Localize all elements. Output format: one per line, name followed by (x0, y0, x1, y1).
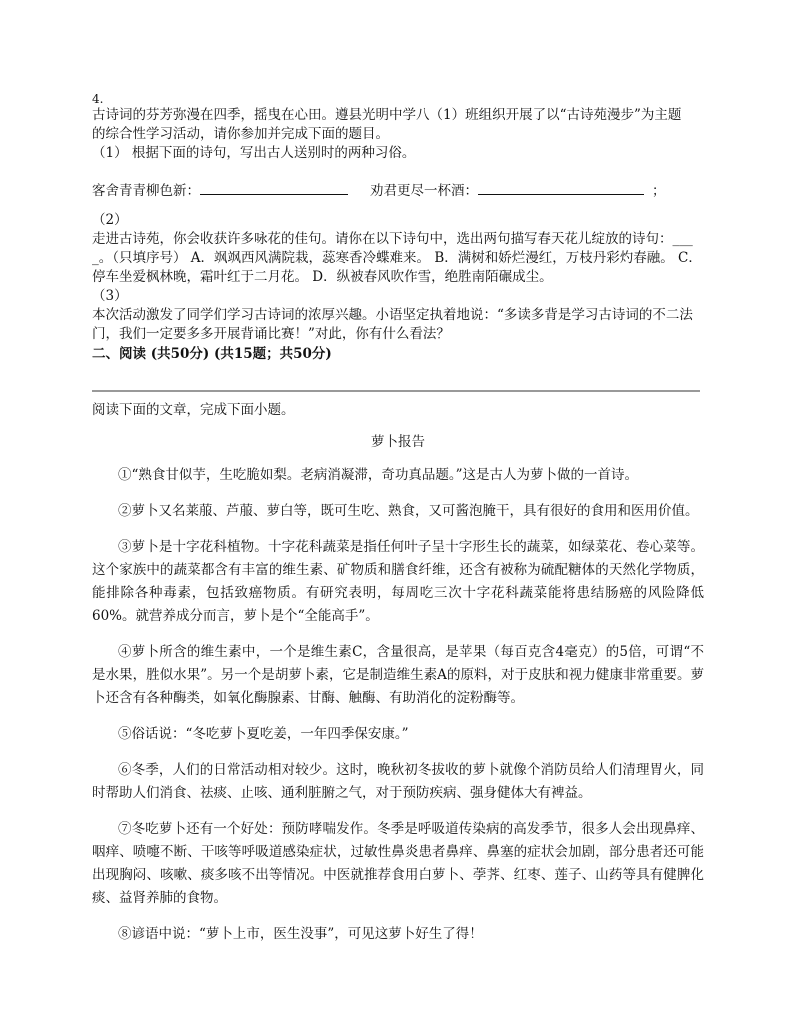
part3-label: （3） (92, 288, 128, 304)
poem-line-a: 客舍青青柳色新： (92, 183, 200, 199)
question-intro-line-1: 古诗词的芬芳弥漫在四季，摇曳在心田。遵县光明中学八（1）班组织开展了以“古诗苑漫步”为主题 (92, 107, 682, 123)
question-4 (92, 92, 704, 364)
answer-blank-a[interactable] (200, 179, 348, 195)
answer-blank-b[interactable] (478, 179, 644, 195)
question-number: 4. (92, 92, 104, 106)
part1-answer-row (92, 179, 704, 201)
part1-prompt: （1） 根据下面的诗句，写出古人送别时的两种习俗。 (92, 145, 416, 161)
end-semicolon: ； (652, 183, 666, 199)
section-2-title: 二、阅读 (共50分) (共15题；共50分) (92, 346, 332, 362)
part3-line-2: 门，我们一定要多多开展背诵比赛！”对此，你有什么看法？ (92, 326, 450, 342)
paragraph-5: ⑤俗话说：“冬吃萝卜夏吃姜，一年四季保安康。” (118, 726, 409, 742)
section-divider (92, 390, 700, 392)
reading-passage (92, 401, 704, 959)
paragraph-2: ②萝卜又名莱菔、芦菔、萝白等，既可生吃、熟食，又可酱泡腌干，具有很好的食用和医用价值。 (118, 503, 699, 519)
reading-instruction: 阅读下面的文章，完成下面小题。 (92, 402, 295, 418)
part2-label: （2） (92, 212, 128, 228)
part3-line-1: 本次活动激发了同学们学习古诗词的浓厚兴趣。小语坚定执着地说：“多读多背是学习古诗词的不二法 (92, 307, 693, 323)
question-intro-line-2: 的综合性学习活动，请你参加并完成下面的题目。 (92, 126, 389, 142)
paragraph-4: ④萝卜所含的维生素中，一个是维生素C，含量很高，是苹果（每百克含4毫克）的5倍，可谓“不是水果，胜似水果”。另一个是胡萝卜素，它是制造维生素A的原料，对于皮肤和视力健康非常重要。萝卜还含有各种酶类，如氧化酶腺素、甘酶、触酶、有助消化的淀粉酶等。 (92, 644, 704, 706)
paragraph-7: ⑦冬吃萝卜还有一个好处：预防哮喘发作。冬季是呼吸道传染病的高发季节，很多人会出现鼻痒、咽痒、喷嚏不断、干咳等呼吸道感染症状，过敏性鼻炎患者鼻痒、鼻塞的症状会加剧，部分患者还可能出现胸闷、咳嗽、痰多咳不出等情况。中医就推荐食用白萝卜、荸荠、红枣、莲子、山药等具有健脾化痰、益肾养肺的食物。 (92, 821, 704, 906)
part2-line-3: 停车坐爱枫林晚，霜叶红于二月花。 D．纵被春风吹作雪，绝胜南陌碾成尘。 (92, 269, 553, 285)
paragraph-3: ③萝卜是十字花科植物。十字花科蔬菜是指任何叶子呈十字形生长的蔬菜，如绿菜花、卷心菜等。这个家族中的蔬菜都含有丰富的维生素、矿物质和膳食纤维，还含有被称为硫配糖体的天然化学物质，能排除各种毒素，包括致癌物质。有研究表明，每周吃三次十字花科蔬菜能将患结肠癌的风险降低60%。就营养成分而言，萝卜是个“全能高手”。 (92, 539, 704, 624)
part2-line-1: 走进古诗苑，你会收获许多咏花的佳句。请你在以下诗句中，选出两句描写春天花儿绽放的诗句：___ (92, 231, 693, 247)
paragraph-6: ⑥冬季，人们的日常活动相对较少。这时，晚秋初冬拔收的萝卜就像个消防员给人们清理胃火，同时帮助人们消食、祛痰、止咳、通利脏腑之气，对于预防疾病、强身健体大有裨益。 (92, 762, 704, 801)
part2-line-2: _。（只填序号） A．飒飒西风满院栽，蕊寒香冷蝶难来。 B．满树和娇烂漫红，万枝丹彩灼春融。 C． (92, 250, 702, 266)
paragraph-1: ①“熟食甘似芋，生吃脆如梨。老病消凝滞，奇功真品题。”这是古人为萝卜做的一首诗。 (118, 467, 639, 483)
paragraph-8: ⑧谚语中说：“萝卜上市，医生没事”，可见这萝卜好生了得！ (118, 926, 483, 942)
poem-line-b: 劝君更尽一杯酒： (370, 183, 478, 199)
article-title: 萝卜报告 (371, 434, 425, 450)
